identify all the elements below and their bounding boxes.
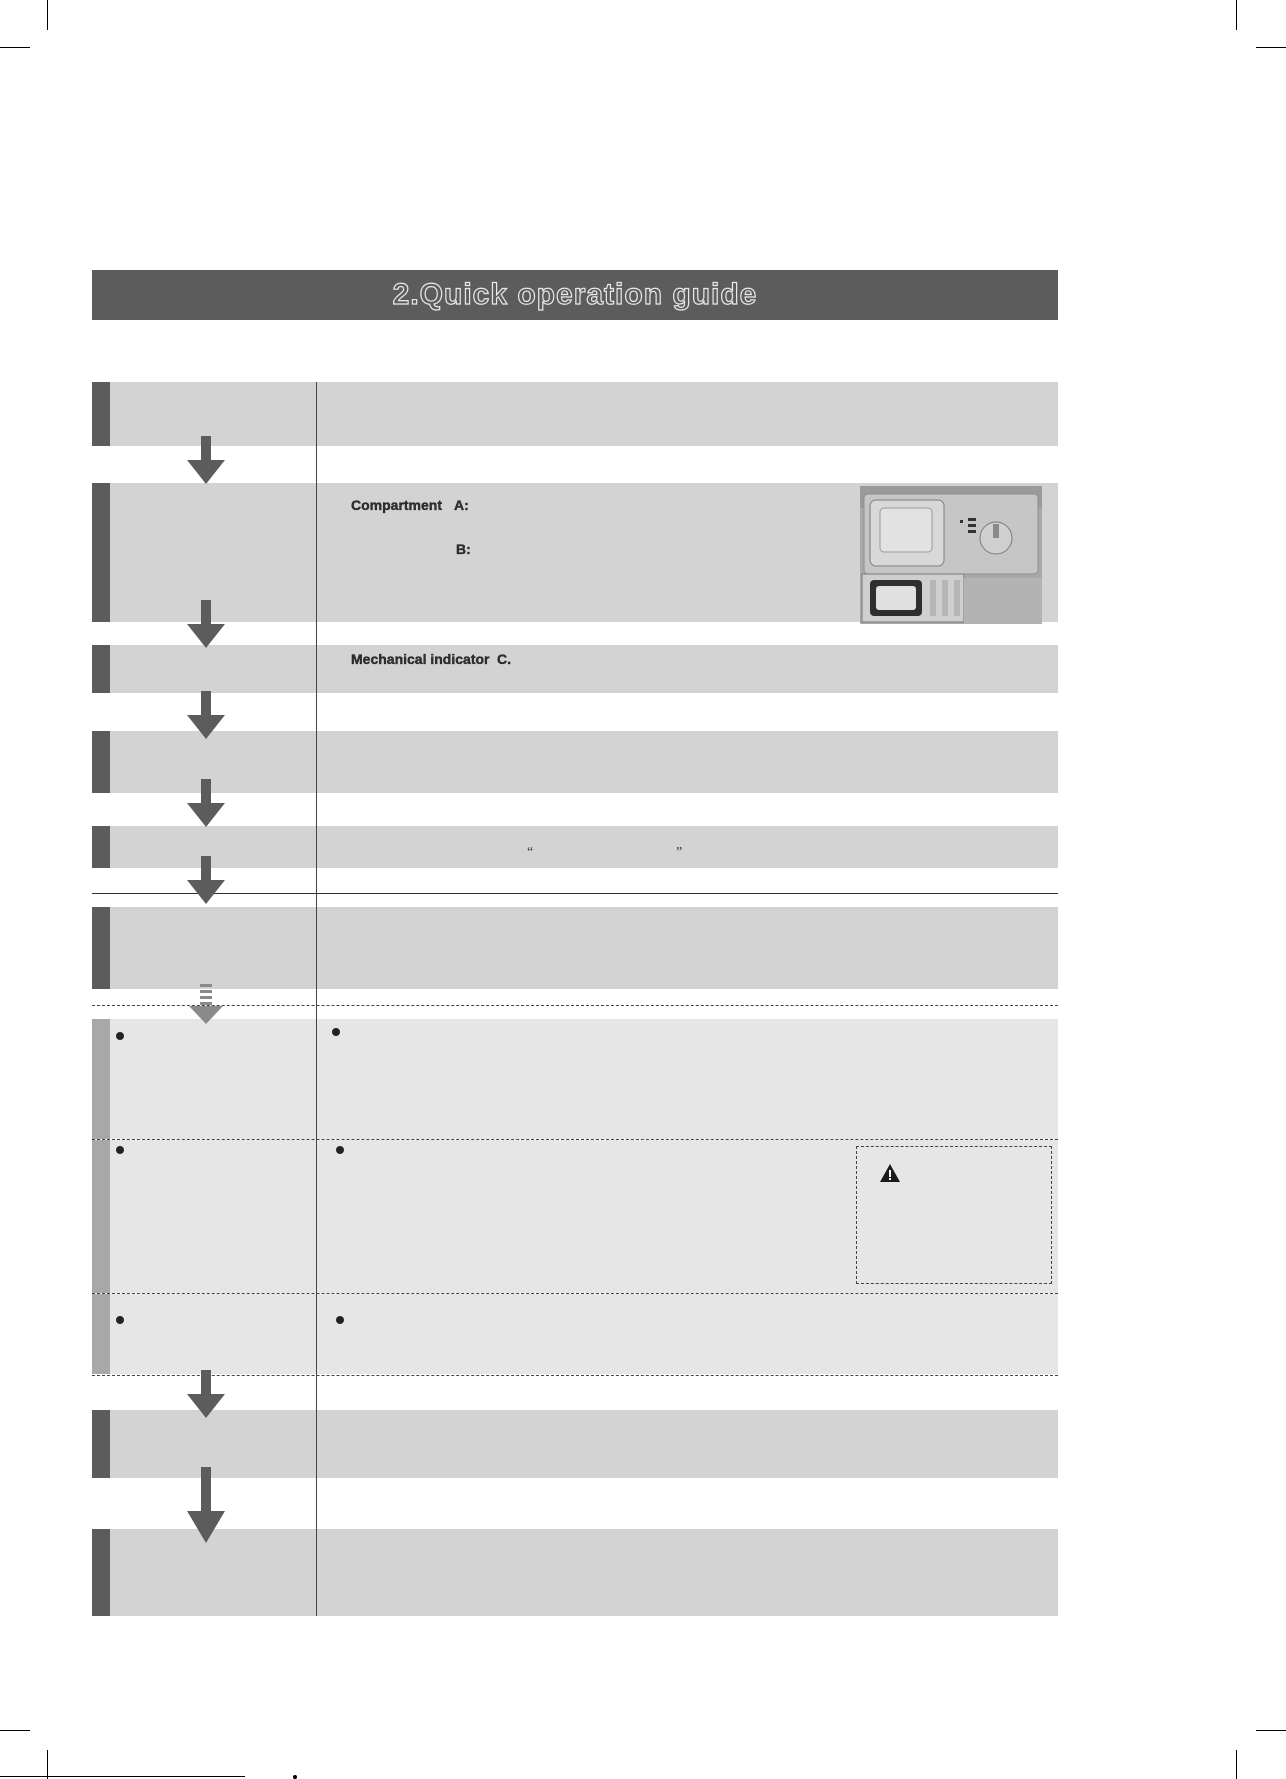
option-row-1 xyxy=(92,1019,1058,1139)
step-marker xyxy=(92,645,110,693)
crop-mark xyxy=(1236,0,1237,30)
step-row-8 xyxy=(92,1529,1058,1616)
step-row-5 xyxy=(92,826,1058,868)
step-row-4 xyxy=(92,731,1058,793)
dashed-rule xyxy=(92,1375,1058,1376)
crop-mark xyxy=(1256,1730,1286,1731)
crop-mark xyxy=(47,1750,48,1779)
arrow-down-icon xyxy=(186,856,226,906)
dashed-arrow-down-icon xyxy=(186,984,226,1026)
crop-mark xyxy=(0,1730,30,1731)
step-marker xyxy=(92,907,110,989)
step-marker xyxy=(92,826,110,868)
detergent-dispenser-photo xyxy=(860,486,1042,624)
crop-mark xyxy=(47,0,48,30)
bullet-icon xyxy=(336,1146,344,1154)
option-marker xyxy=(92,1140,110,1293)
step-row-1 xyxy=(92,382,1058,446)
crop-mark xyxy=(293,1775,297,1779)
bullet-icon xyxy=(336,1316,344,1324)
crop-mark xyxy=(0,47,30,48)
step-row-7 xyxy=(92,1410,1058,1478)
step-marker xyxy=(92,1410,110,1478)
indicator-c-label: C. xyxy=(497,651,511,667)
arrow-down-icon xyxy=(186,436,226,486)
section-rule xyxy=(92,893,1058,894)
arrow-down-icon xyxy=(186,1370,226,1420)
arrow-down-icon xyxy=(186,1467,226,1545)
arrow-down-icon xyxy=(186,691,226,741)
step-marker xyxy=(92,731,110,793)
compartment-a-label: A: xyxy=(454,497,469,513)
arrow-down-icon xyxy=(186,779,226,829)
warning-box xyxy=(856,1146,1052,1284)
dashed-rule xyxy=(92,1005,1058,1006)
open-quote: “ xyxy=(527,845,534,860)
option-marker xyxy=(92,1294,110,1374)
step-row-6 xyxy=(92,907,1058,989)
step-marker xyxy=(92,1529,110,1616)
bullet-icon xyxy=(116,1146,124,1154)
column-divider xyxy=(316,382,317,1616)
close-quote: ” xyxy=(676,845,683,860)
option-row-3 xyxy=(92,1294,1058,1374)
warning-icon xyxy=(879,1163,901,1183)
crop-mark xyxy=(0,1776,245,1777)
page-title: 2.Quick operation guide xyxy=(392,278,758,311)
compartment-label: Compartment xyxy=(351,497,443,513)
dashed-rule xyxy=(92,1139,1058,1140)
option-marker xyxy=(92,1019,110,1139)
compartment-b-label: B: xyxy=(456,541,471,557)
bullet-icon xyxy=(116,1032,124,1040)
bullet-icon xyxy=(116,1316,124,1324)
title-bar xyxy=(92,270,1058,320)
crop-mark xyxy=(1236,1750,1237,1779)
mechanical-indicator-label: Mechanical indicator xyxy=(351,651,490,667)
dashed-rule xyxy=(92,1293,1058,1294)
step-row-3 xyxy=(92,645,1058,693)
step-marker xyxy=(92,382,110,446)
bullet-icon xyxy=(332,1028,340,1036)
arrow-down-icon xyxy=(186,600,226,650)
step-marker xyxy=(92,483,110,622)
crop-mark xyxy=(1256,47,1286,48)
